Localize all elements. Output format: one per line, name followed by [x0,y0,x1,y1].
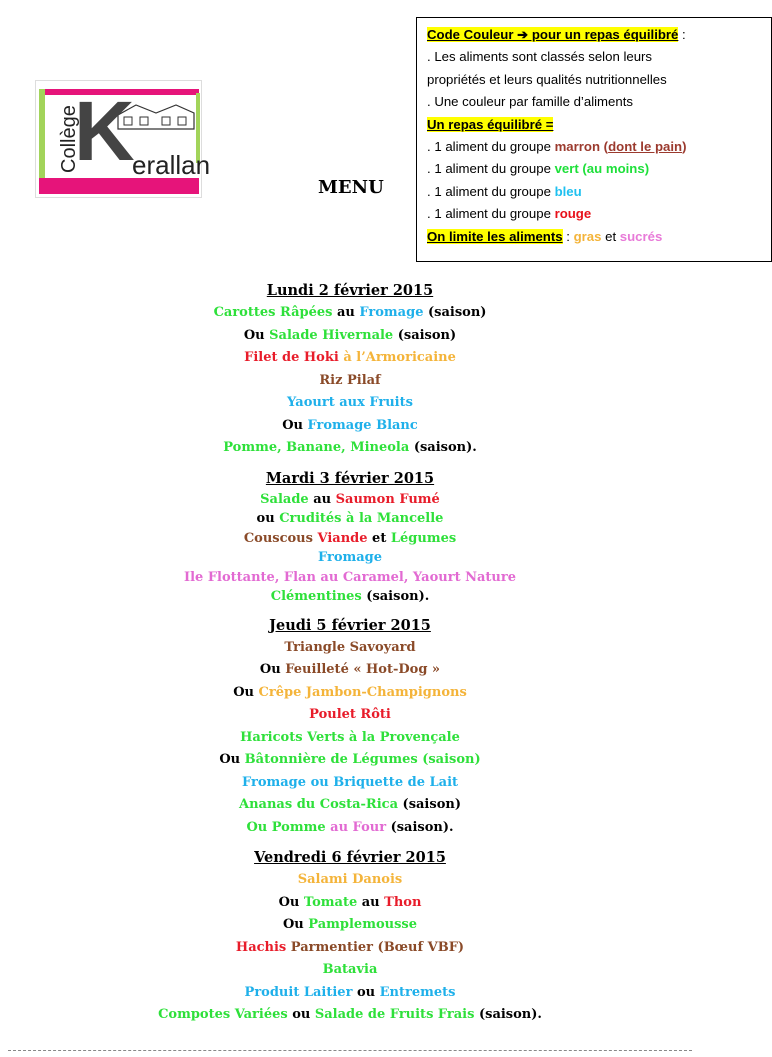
menu-item-segment: ou [287,1007,315,1022]
menu-item-segment: au Four [330,819,387,835]
menu-item [0,892,700,915]
menu-item-segment: Fromage [359,305,424,320]
menu-item-segment: Haricots Verts à la Provençale [240,729,460,745]
legend-line [427,24,761,46]
legend-segment: ) [682,139,687,155]
menu-item [0,302,700,325]
menu-item-segment: Produit Laitier [244,984,353,1000]
menu-item-segment: Tomate [303,894,358,910]
menu-item-segment: Ou Pomme [246,819,331,835]
menu-item [0,325,700,348]
menu-item-segment: Riz Pilaf [319,372,381,388]
menu-item [0,794,700,817]
day-title: Mardi 3 février 2015 [265,469,435,487]
menu-item-segment: Carottes Râpées [213,305,333,320]
legend-line [427,158,761,180]
legend-segment: bleu [554,183,582,199]
menu-item-segment: Pomme, Banane, Mineola [223,440,410,455]
legend-line [427,46,761,68]
menu-item-segment: Hachis [235,939,291,955]
menu-day [0,468,700,607]
menu-item-segment: Salade [260,491,309,507]
color-code-legend-box [416,17,772,262]
menu-item-segment: Ile Flottante, Flan au Caramel, Yaourt Nature [184,569,516,585]
menu-day [0,280,700,460]
legend-segment: . Une couleur par famille d’aliments [427,94,633,110]
legend-segment: : [562,228,574,244]
menu-item [0,490,700,510]
menu-item [0,548,700,568]
legend-segment: et [601,228,620,244]
legend-segment: propriétés et leurs qualités nutritionnelles [427,71,667,87]
day-title: Vendredi 6 février 2015 [254,849,446,866]
legend-segment: sucrés [619,228,663,244]
menu-item-segment: Ou [233,684,259,700]
menu-item-segment: Filet de Hoki [244,350,339,365]
menu-item-segment: Entremets [379,984,456,1000]
menu-item-segment: (saison). [361,589,430,604]
menu-item-segment: (saison) [398,797,461,812]
legend-segment: vert (au moins) [554,161,650,177]
legend-line [427,69,761,91]
menu-item [0,749,700,772]
menu-item [0,727,700,750]
legend-segment: . 1 aliment du groupe [427,161,555,177]
menu-item [0,370,700,393]
day-title: Lundi 2 février 2015 [266,282,434,299]
menu-item-segment: Fromage Blanc [307,417,418,433]
legend-segment: marron [554,139,600,155]
legend-segment: dont le pain [608,139,683,155]
menu-item [0,392,700,415]
menu-item [0,529,700,549]
menu-item [0,659,700,682]
college-logo [35,80,211,198]
page-divider [8,1050,692,1051]
menu-item-segment: à l’Armoricaine [338,350,456,365]
menu-item [0,587,700,607]
legend-segment: Un repas équilibré = [427,116,554,132]
menu-item-segment: (saison). [474,1007,542,1022]
menu-item-segment: ou [256,511,280,526]
logo-erallan-text: erallan [132,150,211,180]
menu-item-segment: Ou [282,417,308,433]
logo-k-letter: K [74,84,135,178]
menu-item-segment: Salade Hivernale [269,327,394,343]
legend-line [427,91,761,113]
menu-item-segment: Ou [243,327,270,343]
menu-item-segment: au [357,894,385,910]
menu-item-segment: Pamplemousse [308,917,417,932]
menu-day [0,615,700,840]
legend-line [427,226,761,248]
menu-item-segment: (saison) [423,305,487,320]
menu-item [0,817,700,840]
menu-item-segment: Batavia [322,962,378,977]
menu-item-segment: (saison). [409,440,477,455]
menu-item-segment: Légumes [390,530,457,546]
menu-item-segment: Clémentines [270,589,362,604]
menu-item-segment: Viande [317,530,368,546]
menu-item-segment: Saumon Fumé [335,491,440,507]
menu-item-segment: au [332,305,360,320]
menu-item [0,1004,700,1027]
legend-segment: gras [573,228,602,244]
menu-day [0,847,700,1027]
menu-title: MENU [318,177,384,198]
logo-college-text: Collège [58,105,80,173]
menu-item-segment: Couscous [243,530,318,546]
menu-item-segment: Ou [259,662,286,677]
menu-item-segment: Yaourt aux Fruits [287,395,413,410]
menu-item [0,509,700,529]
day-title: Jeudi 5 février 2015 [269,616,431,634]
legend-segment: Code Couleur ➔ pour un repas équilibré [427,27,679,42]
legend-segment: . 1 aliment du groupe [427,139,555,155]
menu-item-segment: Fromage ou Briquette de Lait [241,774,459,790]
weekly-menu [0,280,700,1035]
menu-item-segment: Ou [278,894,304,910]
legend-segment: . 1 aliment du groupe [427,183,555,199]
menu-item-segment: Salami Danois [297,872,403,887]
legend-segment: On limite les aliments [427,228,563,244]
menu-item [0,415,700,438]
menu-item-segment: Ananas du Costa-Rica [239,797,399,812]
menu-item-segment: Bâtonnière de Légumes (saison) [244,752,481,767]
legend-segment: rouge [554,206,592,222]
menu-item [0,637,700,660]
menu-item-segment: Fromage [317,550,383,565]
menu-item-segment: Ou [219,752,245,767]
menu-item-segment: Salade de Fruits Frais [314,1007,475,1022]
menu-item [0,914,700,937]
menu-item-segment: Crêpe Jambon-Champignons [258,684,467,700]
menu-item-segment: Ou [282,917,309,932]
menu-item [0,772,700,795]
legend-segment: . 1 aliment du groupe [427,206,555,222]
menu-item-segment: Feuilleté « Hot-Dog » [285,662,441,677]
menu-item-segment: (saison) [393,327,457,343]
menu-item-segment: (saison). [386,819,454,835]
menu-item-segment: Poulet Rôti [309,707,391,722]
menu-item [0,704,700,727]
menu-item-segment: et [367,530,391,546]
legend-segment: ( [603,139,609,155]
menu-item-segment: Parmentier (Bœuf VBF) [290,939,465,955]
menu-item [0,959,700,982]
legend-line [427,136,761,158]
menu-item [0,869,700,892]
menu-item [0,347,700,370]
menu-item-segment: Compotes Variées [158,1007,288,1022]
menu-item [0,937,700,960]
menu-item-segment: Triangle Savoyard [284,639,416,655]
legend-segment: : [678,27,686,42]
menu-item-segment: ou [352,984,380,1000]
menu-item-segment: au [308,491,336,507]
menu-item [0,682,700,705]
menu-item [0,437,700,460]
menu-item-segment: Crudités à la Mancelle [279,511,444,526]
logo-bar-left [39,89,45,189]
menu-item-segment: Thon [384,894,422,910]
legend-line [427,203,761,225]
menu-item [0,982,700,1005]
legend-line [427,181,761,203]
legend-segment: . Les aliments sont classés selon leurs [427,49,653,65]
menu-item [0,568,700,588]
legend-line [427,114,761,136]
